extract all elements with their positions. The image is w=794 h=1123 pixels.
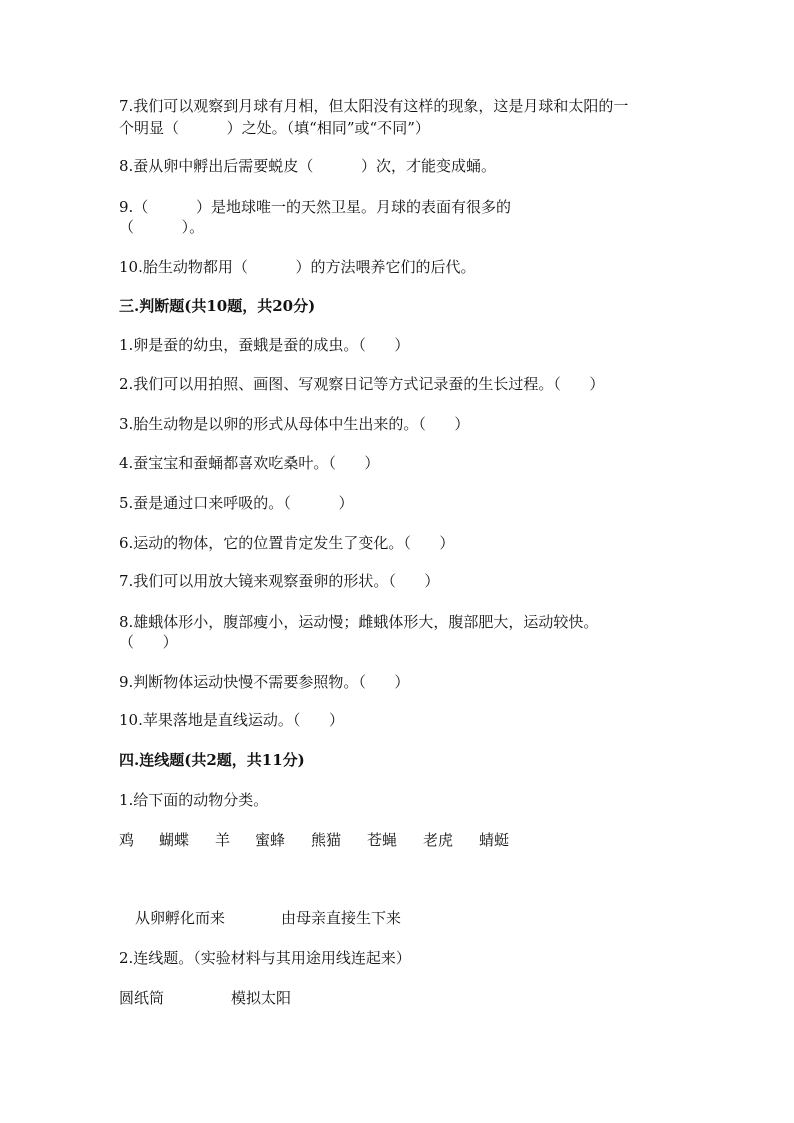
animal-item: 蜜蜂 (255, 831, 286, 849)
animal-item: 蝴蝶 (159, 831, 190, 849)
fill-question-9-line2: （ ）。 (119, 218, 205, 236)
section4-heading: 四.连线题(共2题，共11分) (119, 751, 305, 769)
tf-question-5: 5.蚕是通过口来呼吸的。（ ） (119, 494, 354, 512)
tf-question-8-line2: （ ） (119, 633, 178, 651)
material-item: 圆纸筒 (119, 989, 165, 1007)
tf-question-2: 2.我们可以用拍照、画图、写观察日记等方式记录蚕的生长过程。（ ） (119, 375, 605, 393)
tf-question-7: 7.我们可以用放大镜来观察蚕卵的形状。（ ） (119, 572, 440, 590)
tf-question-10: 10.苹果落地是直线运动。（ ） (119, 711, 344, 729)
animal-item: 老虎 (423, 831, 454, 849)
animal-item: 苍蝇 (367, 831, 398, 849)
tf-question-9: 9.判断物体运动快慢不需要参照物。（ ） (119, 673, 410, 691)
tf-question-8-line1: 8.雄蛾体形小，腹部瘦小，运动慢；雌蛾体形大，腹部肥大，运动较快。 (119, 613, 599, 631)
tf-question-3: 3.胎生动物是以卵的形式从母体中生出来的。（ ） (119, 415, 470, 433)
section3-heading: 三.判断题(共10题，共20分) (119, 297, 316, 315)
animal-item: 熊猫 (311, 831, 342, 849)
tf-question-1: 1.卵是蚕的幼虫，蚕蛾是蚕的成虫。（ ） (119, 336, 410, 354)
matching-question-2: 2.连线题。（实验材料与其用途用线连起来） (119, 949, 411, 967)
fill-question-10: 10.胎生动物都用（ ）的方法喂养它们的后代。 (119, 258, 476, 276)
animal-item: 蜻蜓 (479, 831, 510, 849)
category-viviparous: 由母亲直接生下来 (281, 909, 402, 927)
purpose-item: 模拟太阳 (231, 989, 292, 1007)
fill-question-8: 8.蚕从卵中孵出后需要蜕皮（ ）次，才能变成蛹。 (119, 157, 496, 175)
fill-question-7-line1: 7.我们可以观察到月球有月相，但太阳没有这样的现象，这是月球和太阳的一 (119, 97, 629, 115)
category-oviparous: 从卵孵化而来 (135, 909, 226, 927)
fill-question-7-line2: 个明显（ ）之处。（填“相同”或“不同”） (119, 119, 430, 137)
animal-item: 羊 (215, 831, 231, 849)
tf-question-6: 6.运动的物体，它的位置肯定发生了变化。（ ） (119, 534, 455, 552)
fill-question-9-line1: 9.（ ）是地球唯一的天然卫星。月球的表面有很多的 (119, 198, 511, 216)
matching-question-1: 1.给下面的动物分类。 (119, 791, 269, 809)
tf-question-4: 4.蚕宝宝和蚕蛹都喜欢吃桑叶。（ ） (119, 454, 380, 472)
animal-item: 鸡 (119, 831, 135, 849)
